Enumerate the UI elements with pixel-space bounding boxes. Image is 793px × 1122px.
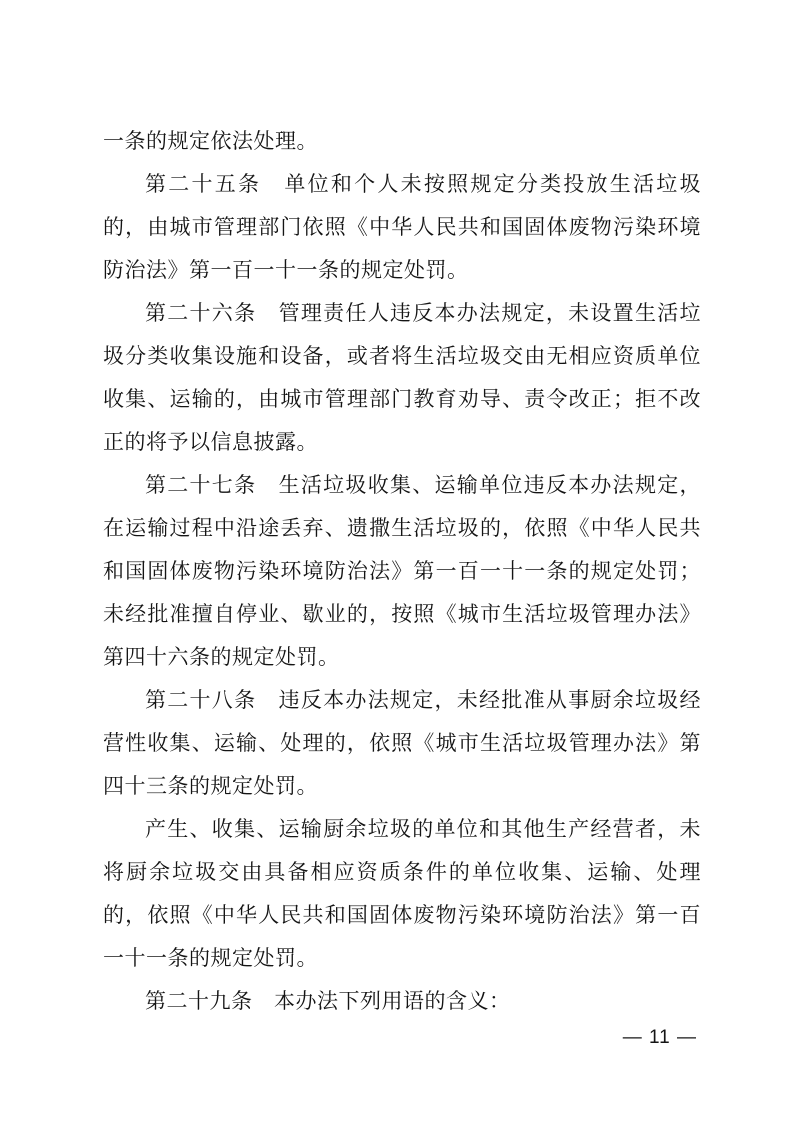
paragraph-continuation: 一条的规定依法处理。 — [103, 130, 318, 153]
page-number: — 11 — — [622, 1027, 697, 1048]
paragraph-article-28-2: 产生、收集、运输厨余垃圾的单位和其他生产经营者，未将厨余垃圾交由具备相应资质条件的单位收集、运输、处理的，依照《中华人民共和国固体废物污染环境防治法》第一百一十一条的规定处罚。 — [103, 818, 701, 970]
document-text-block — [103, 120, 701, 1023]
paragraph-article-25: 第二十五条 单位和个人未按照规定分类投放生活垃圾的，由城市管理部门依照《中华人民共和国固体废物污染环境防治法》第一百一十一条的规定处罚。 — [103, 173, 701, 282]
paragraph-article-27: 第二十七条 生活垃圾收集、运输单位违反本办法规定，在运输过程中沿途丢弃、遗撒生活垃圾的，依照《中华人民共和国固体废物污染环境防治法》第一百一十一条的规定处罚；未经批准擅自停业、歇业的，按照《城市生活垃圾管理办法》第四十六条的规定处罚。 — [103, 474, 701, 669]
paragraph-article-29: 第二十九条 本办法下列用语的含义： — [145, 990, 511, 1013]
paragraph-article-26: 第二十六条 管理责任人违反本办法规定，未设置生活垃圾分类收集设施和设备，或者将生活垃圾交由无相应资质单位收集、运输的，由城市管理部门教育劝导、责令改正；拒不改正的将予以信息披露。 — [103, 302, 701, 454]
paragraph-article-28: 第二十八条 违反本办法规定，未经批准从事厨余垃圾经营性收集、运输、处理的，依照《城市生活垃圾管理办法》第四十三条的规定处罚。 — [103, 689, 701, 798]
